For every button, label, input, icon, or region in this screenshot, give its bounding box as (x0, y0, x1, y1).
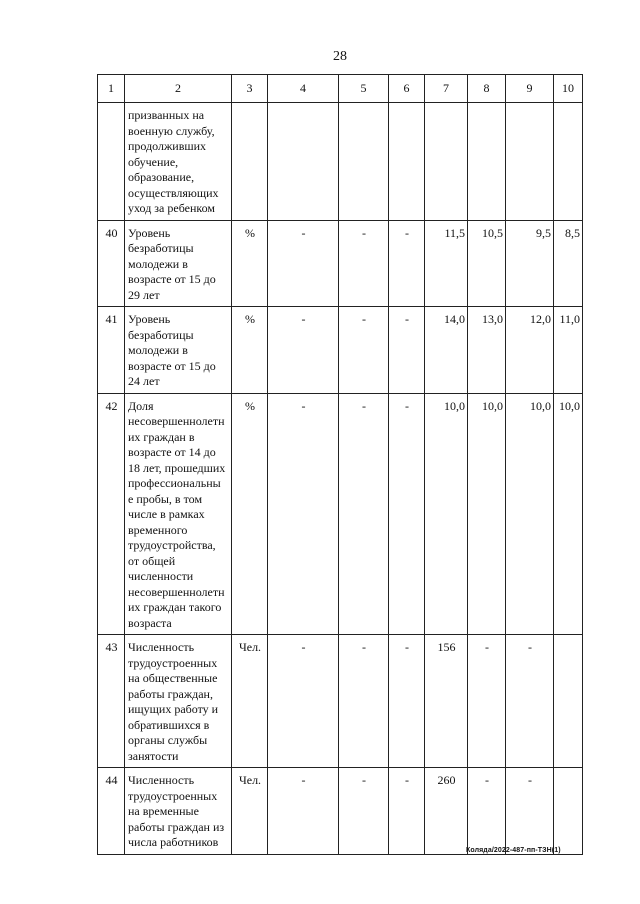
value-cell: 156 (425, 635, 468, 768)
page-number: 28 (333, 49, 347, 64)
column-header: 7 (425, 75, 468, 103)
value-cell: - (468, 635, 506, 768)
value-cell: - (339, 393, 389, 635)
value-cell (554, 635, 583, 768)
value-cell: - (389, 307, 425, 394)
document-code: Коляда/2022-487-пп-ТЗН(1) (466, 847, 561, 854)
value-cell: - (468, 768, 506, 855)
unit-cell (232, 103, 268, 221)
value-cell: 10,0 (554, 393, 583, 635)
value-cell: 260 (425, 768, 468, 855)
value-cell: - (339, 768, 389, 855)
row-number: 43 (98, 635, 125, 768)
table-row (98, 768, 583, 855)
table-row (98, 635, 583, 768)
value-cell: 10,5 (468, 220, 506, 307)
column-header: 9 (506, 75, 554, 103)
value-cell: - (268, 220, 339, 307)
table-row (98, 307, 583, 394)
value-cell (339, 103, 389, 221)
value-cell: - (506, 635, 554, 768)
value-cell (468, 103, 506, 221)
indicator-name: призванных на военную службу, продолживших обучение, образование, осуществляющих уход за ребенком (125, 103, 232, 221)
value-cell (554, 768, 583, 855)
value-cell: 8,5 (554, 220, 583, 307)
indicator-name: Уровень безработицы молодежи в возрасте от 15 до 29 лет (125, 220, 232, 307)
row-number (98, 103, 125, 221)
row-number: 42 (98, 393, 125, 635)
value-cell: - (268, 635, 339, 768)
indicator-name: Численность трудоустроенных на временные работы граждан из числа работников (125, 768, 232, 855)
value-cell: - (389, 635, 425, 768)
value-cell: - (339, 307, 389, 394)
indicator-name: Доля несовершеннолетн их граждан в возрасте от 14 до 18 лет, прошедших профессиональны е пробы, в том числе в рамках временного трудоустройства, от общей численности несовершеннолетн их граждан такого возраста (125, 393, 232, 635)
table-row (98, 393, 583, 635)
column-header: 2 (125, 75, 232, 103)
column-header: 10 (554, 75, 583, 103)
unit-cell: Чел. (232, 768, 268, 855)
column-header: 8 (468, 75, 506, 103)
value-cell: - (268, 307, 339, 394)
value-cell: - (339, 220, 389, 307)
value-cell (268, 103, 339, 221)
value-cell: 14,0 (425, 307, 468, 394)
value-cell: - (268, 393, 339, 635)
table-row (98, 103, 583, 221)
column-header: 1 (98, 75, 125, 103)
column-header: 6 (389, 75, 425, 103)
value-cell: 10,0 (506, 393, 554, 635)
unit-cell: % (232, 220, 268, 307)
table-row (98, 220, 583, 307)
value-cell: 11,0 (554, 307, 583, 394)
indicator-name: Уровень безработицы молодежи в возрасте от 15 до 24 лет (125, 307, 232, 394)
row-number: 44 (98, 768, 125, 855)
value-cell: - (389, 393, 425, 635)
value-cell: 10,0 (425, 393, 468, 635)
value-cell: - (506, 768, 554, 855)
column-header: 5 (339, 75, 389, 103)
column-header: 3 (232, 75, 268, 103)
row-number: 40 (98, 220, 125, 307)
value-cell: 10,0 (468, 393, 506, 635)
unit-cell: % (232, 307, 268, 394)
value-cell: 9,5 (506, 220, 554, 307)
unit-cell: % (232, 393, 268, 635)
unit-cell: Чел. (232, 635, 268, 768)
indicator-name: Численность трудоустроенных на общественные работы граждан, ищущих работу и обратившихся в органы службы занятости (125, 635, 232, 768)
row-number: 41 (98, 307, 125, 394)
indicators-table (97, 74, 583, 855)
value-cell: - (268, 768, 339, 855)
value-cell: - (389, 768, 425, 855)
column-header: 4 (268, 75, 339, 103)
table-header-row (98, 75, 583, 103)
value-cell (425, 103, 468, 221)
value-cell: - (389, 220, 425, 307)
value-cell (506, 103, 554, 221)
value-cell (554, 103, 583, 221)
value-cell: 12,0 (506, 307, 554, 394)
value-cell: 13,0 (468, 307, 506, 394)
value-cell: 11,5 (425, 220, 468, 307)
value-cell: - (339, 635, 389, 768)
value-cell (389, 103, 425, 221)
